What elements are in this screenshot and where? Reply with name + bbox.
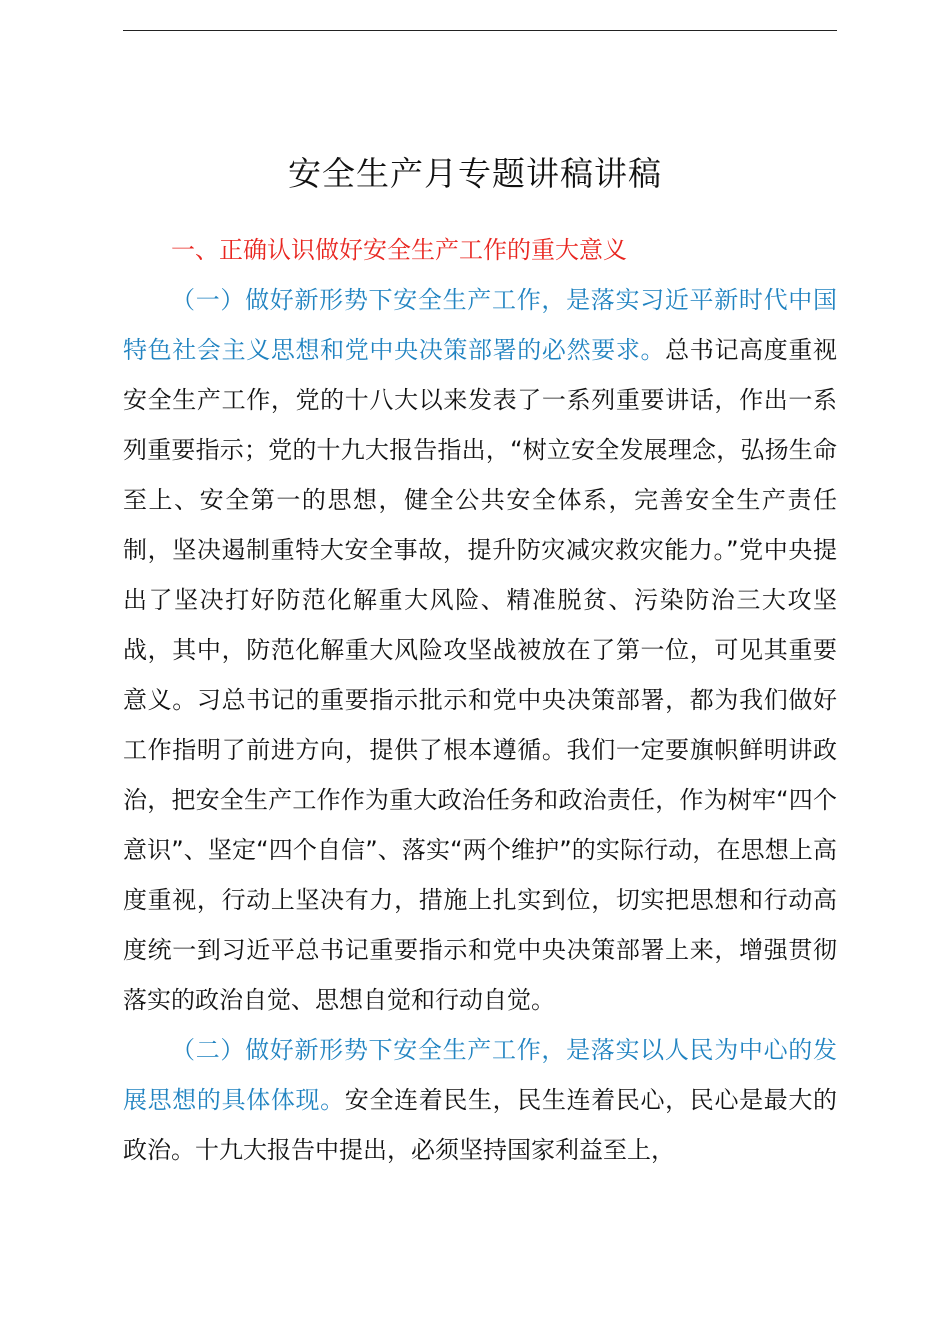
paragraph-2-body: 安全连着民生，民生连着民心，民心是最大的政治。十九大报告中提出，必须坚持国家利益至上， (123, 1086, 838, 1164)
document-body (123, 225, 837, 1175)
paragraph-1 (123, 275, 837, 1025)
paragraph-2 (123, 1025, 837, 1175)
header-rule (123, 30, 837, 31)
paragraph-2-heading: （二）做好新形势下安全生产工作，是落实以人民为中心的发展思想的具体体现。 (123, 1036, 837, 1114)
document-title: 安全生产月专题讲稿讲稿 (288, 154, 662, 193)
paragraph-1-heading: （一）做好新形势下安全生产工作，是落实习近平新时代中国特色社会主义思想和党中央决策部署的必然要求。 (123, 286, 837, 364)
section-heading-text: 一、正确认识做好安全生产工作的重大意义 (171, 236, 627, 264)
paragraph-1-body: 总书记高度重视安全生产工作，党的十八大以来发表了一系列重要讲话，作出一系列重要指示；党的十九大报告指出，“树立安全发展理念，弘扬生命至上、安全第一的思想，健全公共安全体系，完善安全生产责任制，坚决遏制重特大安全事故，提升防灾减灾救灾能力。”党中央提出了坚决打好防范化解重大风险、精准脱贫、污染防治三大攻坚战，其中，防范化解重大风险攻坚战被放在了第一位，可见其重要意义。习总书记的重要指示批示和党中央决策部署，都为我们做好工作指明了前进方向，提供了根本遵循。我们一定要旗帜鲜明讲政治，把安全生产工作作为重大政治任务和政治责任，作为树牢“四个意识”、坚定“四个自信”、落实“两个维护”的实际行动，在思想上高度重视，行动上坚决有力，措施上扎实到位，切实把思想和行动高度统一到习近平总书记重要指示和党中央决策部署上来，增强贯彻落实的政治自觉、思想自觉和行动自觉。 (123, 336, 838, 1014)
section-heading (123, 225, 837, 275)
